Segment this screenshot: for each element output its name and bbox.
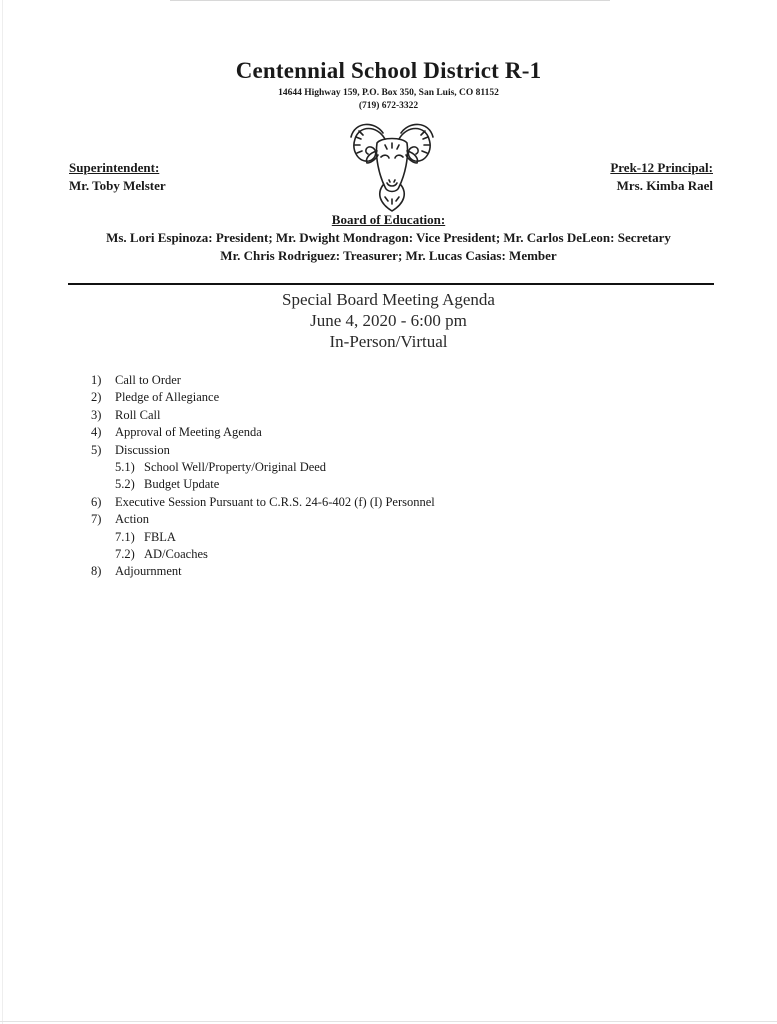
ram-head-icon [347,117,437,213]
agenda-item [91,407,435,424]
scan-edge [0,1021,777,1022]
agenda-mode: In-Person/Virtual [329,332,448,351]
superintendent-name: Mr. Toby Melster [69,178,166,193]
board-heading: Board of Education: [331,212,446,227]
agenda-subitem [91,476,435,493]
superintendent-block [69,159,166,195]
agenda-subitem [91,459,435,476]
agenda-item [91,372,435,389]
agenda-item [91,442,435,459]
agenda-subitem-number: 5.1) [115,460,135,475]
district-phone: (719) 672-3322 [358,101,419,111]
agenda-item [91,424,435,441]
district-address: 14644 Highway 159, P.O. Box 350, San Luis, CO 81152 [278,88,499,98]
agenda-item [91,389,435,406]
agenda-subitem [91,546,435,563]
superintendent-label: Superintendent: [69,160,160,175]
board-members-line-2: Mr. Chris Rodriguez: Treasurer; Mr. Lucas Casias: Member [220,248,557,263]
header-divider [68,283,714,285]
agenda-subitem [91,529,435,546]
principal-block [610,159,713,195]
agenda-item-text: Adjournment [115,564,182,579]
agenda-list [91,372,435,581]
agenda-subitem-number: 7.2) [115,547,135,562]
agenda-item-number: 1) [91,373,102,387]
agenda-item-text: Roll Call [115,407,161,422]
agenda-subitem-number: 7.1) [115,529,135,544]
board-members-line-1: Ms. Lori Espinoza: President; Mr. Dwight Mondragon: Vice President; Mr. Carlos DeLeon: Secretary [106,230,671,245]
agenda-subitem-number: 5.2) [115,477,135,492]
district-name: Centennial School District R-1 [235,58,542,83]
principal-label: Prek-12 Principal: [610,160,713,175]
agenda-subitem-text: Budget Update [144,477,220,492]
agenda-item-number: 4) [91,425,102,440]
agenda-item-number: 8) [91,564,102,579]
scan-edge [170,0,610,1]
agenda-item-text: Call to Order [115,373,181,387]
agenda-subitem-text: AD/Coaches [144,547,208,562]
agenda-subitem-text: School Well/Property/Original Deed [144,460,327,475]
agenda-item [91,494,435,511]
agenda-subitem-text: FBLA [144,529,176,544]
scan-edge [2,0,3,1024]
agenda-title: Special Board Meeting Agenda [282,290,495,309]
agenda-item-text: Executive Session Pursuant to C.R.S. 24-6-402 (f) (I) Personnel [115,494,435,509]
agenda-item-text: Pledge of Allegiance [115,390,220,405]
principal-name: Mrs. Kimba Rael [616,178,713,193]
agenda-item-number: 6) [91,494,102,509]
agenda-item-number: 3) [91,407,102,422]
agenda-item-text: Action [115,512,150,527]
agenda-item-text: Discussion [115,442,170,457]
agenda-item-number: 5) [91,442,102,457]
agenda-item [91,511,435,528]
agenda-date: June 4, 2020 - 6:00 pm [310,311,467,330]
agenda-item-text: Approval of Meeting Agenda [115,425,262,440]
agenda-item [91,563,435,580]
agenda-item-number: 7) [91,512,102,527]
agenda-item-number: 2) [91,390,102,405]
